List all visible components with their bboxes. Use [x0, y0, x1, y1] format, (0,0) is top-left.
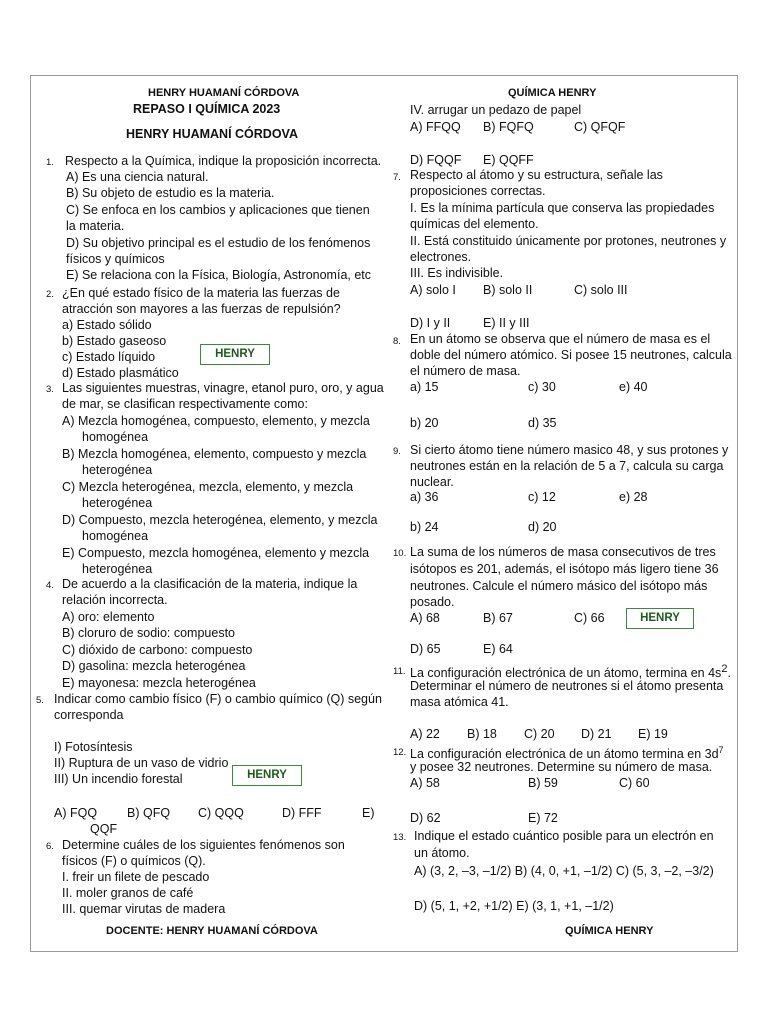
q10-option: A) 68: [410, 611, 440, 625]
header-right-title: QUÍMICA HENRY: [508, 87, 597, 99]
q12-option: C) 60: [619, 776, 650, 790]
q11-option: D) 21: [581, 727, 612, 741]
q1-option: A) Es una ciencia natural.: [66, 170, 209, 184]
q5-item: III) Un incendio forestal: [54, 772, 183, 786]
henry-stamp: HENRY: [232, 765, 302, 786]
q1-stem: Respecto a la Química, indique la proposición incorrecta.: [65, 154, 382, 168]
question-number: 8.: [393, 336, 401, 347]
q9-option: a) 36: [410, 490, 439, 504]
q2-option: b) Estado gaseoso: [62, 334, 167, 348]
q7-item: I. Es la mínima partícula que conserva las propiedades: [410, 201, 715, 215]
q11-stem: masa atómica 41.: [410, 695, 509, 709]
q8-option: d) 35: [528, 416, 557, 430]
header-subtitle: REPASO I QUÍMICA 2023: [133, 102, 281, 116]
q12-stem: La configuración electrónica de un átomo termina en $3d^7$: [410, 745, 724, 762]
q10-stem: neutrones. Calcule el número másico del isótopo más: [410, 579, 708, 593]
q3-option: B) Mezcla homogénea, elemento, compuesto y mezcla: [62, 447, 367, 461]
q7-option: D) I y II: [410, 316, 451, 330]
q10-stem: La suma de los números de masa consecutivos de tres: [410, 545, 716, 559]
header-author: HENRY HUAMANÍ CÓRDOVA: [126, 127, 298, 141]
question-number: 1.: [46, 157, 54, 168]
q4-stem: De acuerdo a la clasificación de la materia, indique la: [62, 577, 358, 591]
q4-option: E) mayonesa: mezcla heterogénea: [62, 676, 256, 690]
q9-option: c) 12: [528, 490, 556, 504]
q2-option: d) Estado plasmático: [62, 366, 179, 380]
q5-stem: corresponda: [54, 708, 124, 722]
question-number: 11.: [393, 666, 406, 677]
q10-option: E) 64: [483, 642, 513, 656]
q11-stem: Determinar el número de neutrones si el átomo presenta: [410, 679, 724, 693]
q2-option: c) Estado líquido: [62, 350, 156, 364]
q8-option: b) 20: [410, 416, 439, 430]
q12-stem: y posee 32 neutrones. Determine su número de masa.: [410, 760, 713, 774]
q11-option: A) 22: [410, 727, 440, 741]
q6-stem: Determine cuáles de los siguientes fenómenos son: [62, 838, 345, 852]
q5-stem: Indicar como cambio físico (F) o cambio químico (Q) según: [54, 692, 382, 706]
q7-item: III. Es indivisible.: [410, 266, 504, 280]
question-number: 9.: [393, 446, 401, 457]
q1-option: C) Se enfoca en los cambios y aplicaciones que tienen: [66, 203, 370, 217]
q7-option: E) II y III: [483, 316, 530, 330]
q10-option: C) 66: [574, 611, 605, 625]
question-number: 3.: [46, 384, 54, 395]
q3-option: heterogénea: [82, 496, 153, 510]
q1-option: la materia.: [66, 219, 125, 233]
q3-option: heterogénea: [82, 463, 153, 477]
q7-item: II. Está constituido únicamente por protones, neutrones y: [410, 234, 727, 248]
q5-option: B) QFQ: [127, 806, 171, 820]
q5-item: I) Fotosíntesis: [54, 740, 133, 754]
q9-option: d) 20: [528, 520, 557, 534]
q9-option: e) 28: [619, 490, 648, 504]
q2-stem: atracción son mayores a las fuerzas de repulsión?: [62, 302, 341, 316]
q1-option: D) Su objetivo principal es el estudio de los fenómenos: [66, 236, 371, 250]
footer-left: DOCENTE: HENRY HUAMANÍ CÓRDOVA: [106, 925, 318, 937]
q11-option: C) 20: [524, 727, 555, 741]
q1-option: E) Se relaciona con la Física, Biología, Astronomía, etc: [66, 268, 372, 282]
q3-stem: Las siguientes muestras, vinagre, etanol puro, oro, y agua: [62, 381, 384, 395]
q3-option: heterogénea: [82, 562, 153, 576]
q8-stem: doble del número atómico. Si posee 15 neutrones, calcula: [410, 348, 732, 362]
q9-stem: Si cierto átomo tiene número masico 48, y sus protones y: [410, 443, 729, 457]
q6-option: B) FQFQ: [483, 120, 534, 134]
q3-option: homogénea: [82, 529, 149, 543]
q6-item: II. moler granos de café: [62, 886, 194, 900]
q13-stem: un átomo.: [414, 846, 470, 860]
q10-stem: isótopos es 201, además, el isótopo más ligero tiene 36: [410, 562, 719, 576]
question-number: 10.: [393, 548, 407, 559]
q11-option: B) 18: [467, 727, 497, 741]
q7-stem: Respecto al átomo y su estructura, señale las: [410, 168, 663, 182]
q6-option: D) FQQF: [410, 153, 462, 167]
q8-stem: el número de masa.: [410, 364, 521, 378]
q3-option: E) Compuesto, mezcla homogénea, elemento y mezcla: [62, 546, 370, 560]
q7-option: C) solo III: [574, 283, 628, 297]
q4-option: C) dióxido de carbono: compuesto: [62, 643, 253, 657]
q12-option: D) 62: [410, 811, 441, 825]
q6-option: C) QFQF: [574, 120, 626, 134]
q4-option: B) cloruro de sodio: compuesto: [62, 626, 236, 640]
q10-stem: posado.: [410, 595, 455, 609]
q8-option: e) 40: [619, 380, 648, 394]
question-number: 5.: [36, 695, 44, 706]
q4-stem: relación incorrecta.: [62, 593, 168, 607]
q9-option: b) 24: [410, 520, 439, 534]
q8-option: a) 15: [410, 380, 439, 394]
q6-item: IV. arrugar un pedazo de papel: [410, 103, 582, 117]
q5-option: C) QQQ: [198, 806, 244, 820]
q12-option: B) 59: [528, 776, 558, 790]
q10-option: B) 67: [483, 611, 513, 625]
q7-option: A) solo I: [410, 283, 456, 297]
q13-options-line: A) (3, 2, –3, –1/2) B) (4, 0, +1, –1/2) C) (5, 3, –2, –3/2): [414, 864, 714, 878]
q4-option: A) oro: elemento: [62, 610, 155, 624]
q5-item: II) Ruptura de un vaso de vidrio: [54, 756, 229, 770]
q13-options-line: D) (5, 1, +2, +1/2) E) (3, 1, +1, –1/2): [414, 899, 614, 913]
q11-option: E) 19: [638, 727, 668, 741]
q11-stem: La configuración electrónica de un átomo, termina en $4s^2$.: [410, 663, 731, 681]
q4-option: D) gasolina: mezcla heterogénea: [62, 659, 246, 673]
q12-option: A) 58: [410, 776, 440, 790]
henry-stamp: HENRY: [626, 608, 694, 629]
q1-option: B) Su objeto de estudio es la materia.: [66, 186, 275, 200]
q5-option: QQF: [90, 822, 118, 836]
henry-stamp: HENRY: [200, 344, 270, 365]
q6-option: A) FFQQ: [410, 120, 461, 134]
q9-stem: neutrones están en la relación de 5 a 7, calcula su carga: [410, 459, 724, 473]
q5-option: D) FFF: [282, 806, 322, 820]
q6-item: I. freir un filete de pescado: [62, 870, 210, 884]
q7-option: B) solo II: [483, 283, 533, 297]
question-number: 4.: [46, 580, 54, 591]
question-number: 6.: [46, 841, 54, 852]
header-left-name: HENRY HUAMANÍ CÓRDOVA: [148, 87, 300, 99]
q5-option: A) FQQ: [54, 806, 98, 820]
question-number: 2.: [46, 289, 54, 300]
q7-stem: proposiciones correctas.: [410, 184, 546, 198]
q2-option: a) Estado sólido: [62, 318, 152, 332]
q6-item: III. quemar virutas de madera: [62, 902, 226, 916]
q12-option: E) 72: [528, 811, 558, 825]
q2-stem: ¿En qué estado físico de la materia las fuerzas de: [62, 286, 340, 300]
question-number: 13.: [393, 832, 407, 843]
q1-option: físicos y químicos: [66, 252, 165, 266]
q3-option: D) Compuesto, mezcla heterogénea, elemento, y mezcla: [62, 513, 378, 527]
q7-item: químicas del elemento.: [410, 217, 539, 231]
q10-option: D) 65: [410, 642, 441, 656]
q3-stem: de mar, se clasifican respectivamente como:: [62, 397, 308, 411]
question-number: 7.: [393, 172, 401, 183]
q5-option: E): [362, 806, 375, 820]
q8-stem: En un átomo se observa que el número de masa es el: [410, 332, 711, 346]
q6-option: E) QQFF: [483, 153, 534, 167]
q3-option: homogénea: [82, 430, 149, 444]
q13-stem: Indique el estado cuántico posible para un electrón en: [414, 829, 714, 843]
q7-item: electrones.: [410, 250, 472, 264]
footer-right: QUÍMICA HENRY: [565, 925, 654, 937]
q6-stem: físicos (F) o químicos (Q).: [62, 854, 206, 868]
question-number: 12.: [393, 747, 407, 758]
q9-stem: nuclear.: [410, 475, 454, 489]
q3-option: A) Mezcla homogénea, compuesto, elemento, y mezcla: [62, 414, 370, 428]
q8-option: c) 30: [528, 380, 556, 394]
q3-option: C) Mezcla heterogénea, mezcla, elemento, y mezcla: [62, 480, 354, 494]
